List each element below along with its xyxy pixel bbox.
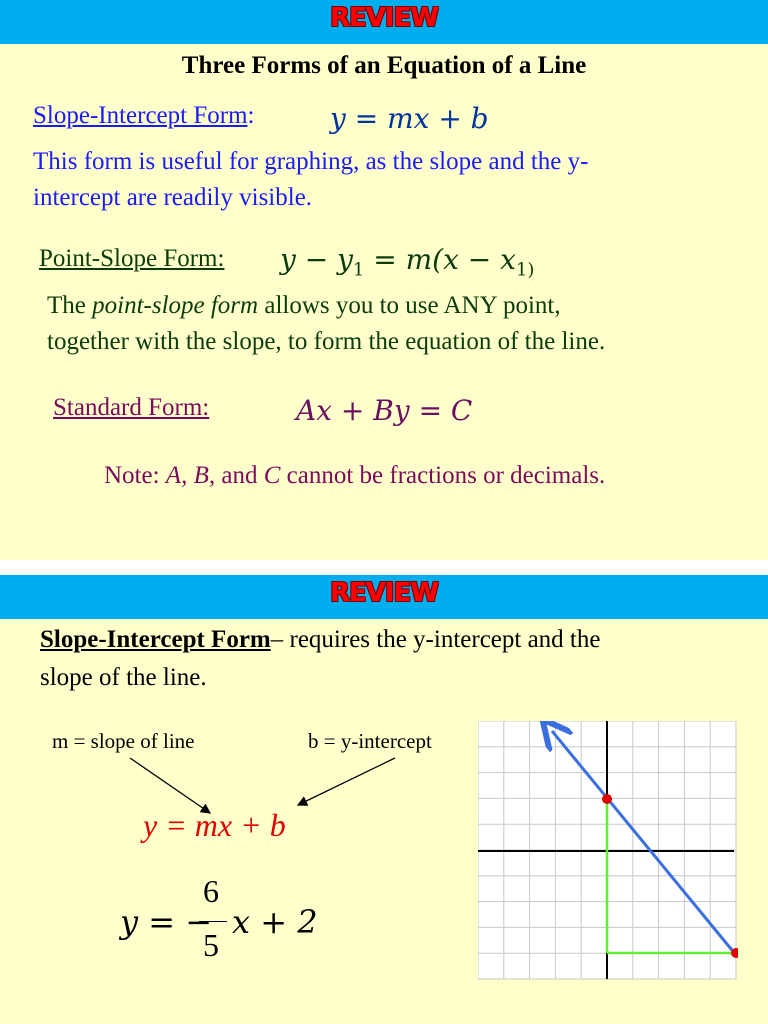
example-denominator: 5 (203, 927, 219, 963)
note-c: C (263, 462, 281, 489)
example-lhs: y = − (120, 903, 213, 941)
slope-intercept-colon: : (247, 102, 255, 129)
y-intercept-point (602, 794, 612, 804)
arrow-to-b (298, 758, 395, 805)
standard-form-note (104, 462, 605, 490)
note-vars: A, B, (165, 462, 216, 489)
slope-intercept-equation: y = mx + b (330, 102, 489, 135)
slope-intercept-label: Slope-Intercept Form (33, 102, 248, 129)
example-rhs: x + 2 (232, 903, 318, 941)
page-title: Three Forms of an Equation of a Line (181, 52, 587, 79)
standard-form-label: Standard Form: (53, 394, 210, 421)
slope-intercept-heading-rest: – requires the y-intercept and the (270, 626, 601, 653)
slope-intercept-heading (33, 102, 254, 130)
general-equation: y = mx + b (143, 807, 286, 843)
point-slope-eq-a: y − y (280, 243, 353, 276)
banner-title: REVIEW (329, 3, 439, 33)
point-slope-desc-italic: point-slope form (92, 292, 259, 319)
arrow-to-m (130, 758, 210, 813)
review-banner (0, 0, 768, 44)
slope-intercept-desc-line1: This form is useful for graphing, as the slope and the y- (33, 148, 589, 175)
point-slope-eq-b: = m(x − x (364, 243, 516, 276)
point-slope-desc-rest: allows you to use ANY point, (258, 292, 561, 319)
banner-title: REVIEW (329, 578, 439, 608)
slope-intercept-heading-line2: slope of the line. (40, 664, 207, 691)
b-label: b = y-intercept (308, 729, 432, 753)
point-slope-sub2: 1) (515, 259, 535, 281)
slope-intercept-heading-bold: Slope-Intercept Form (40, 626, 271, 653)
note-prefix: Note: (104, 462, 166, 489)
point-slope-sub1: 1 (352, 259, 365, 281)
point-slope-desc-the: The (47, 292, 93, 319)
point-slope-desc-line2: together with the slope, to form the equation of the line. (47, 328, 606, 355)
coordinate-graph (478, 721, 738, 983)
slide-review-slope-intercept (0, 575, 768, 1024)
example-numerator: 6 (203, 873, 219, 909)
standard-form-equation: Ax + By = C (296, 394, 473, 427)
example-equation (120, 873, 320, 972)
point-slope-equation (280, 243, 534, 281)
m-label: m = slope of line (52, 729, 195, 753)
point-slope-label: Point-Slope Form: (39, 245, 225, 272)
slope-intercept-desc-line2: intercept are readily visible. (33, 184, 313, 211)
fraction-bar (199, 921, 227, 922)
point-slope-desc-line1 (47, 292, 561, 320)
note-and: and (215, 462, 264, 489)
note-rest: cannot be fractions or decimals. (280, 462, 606, 489)
